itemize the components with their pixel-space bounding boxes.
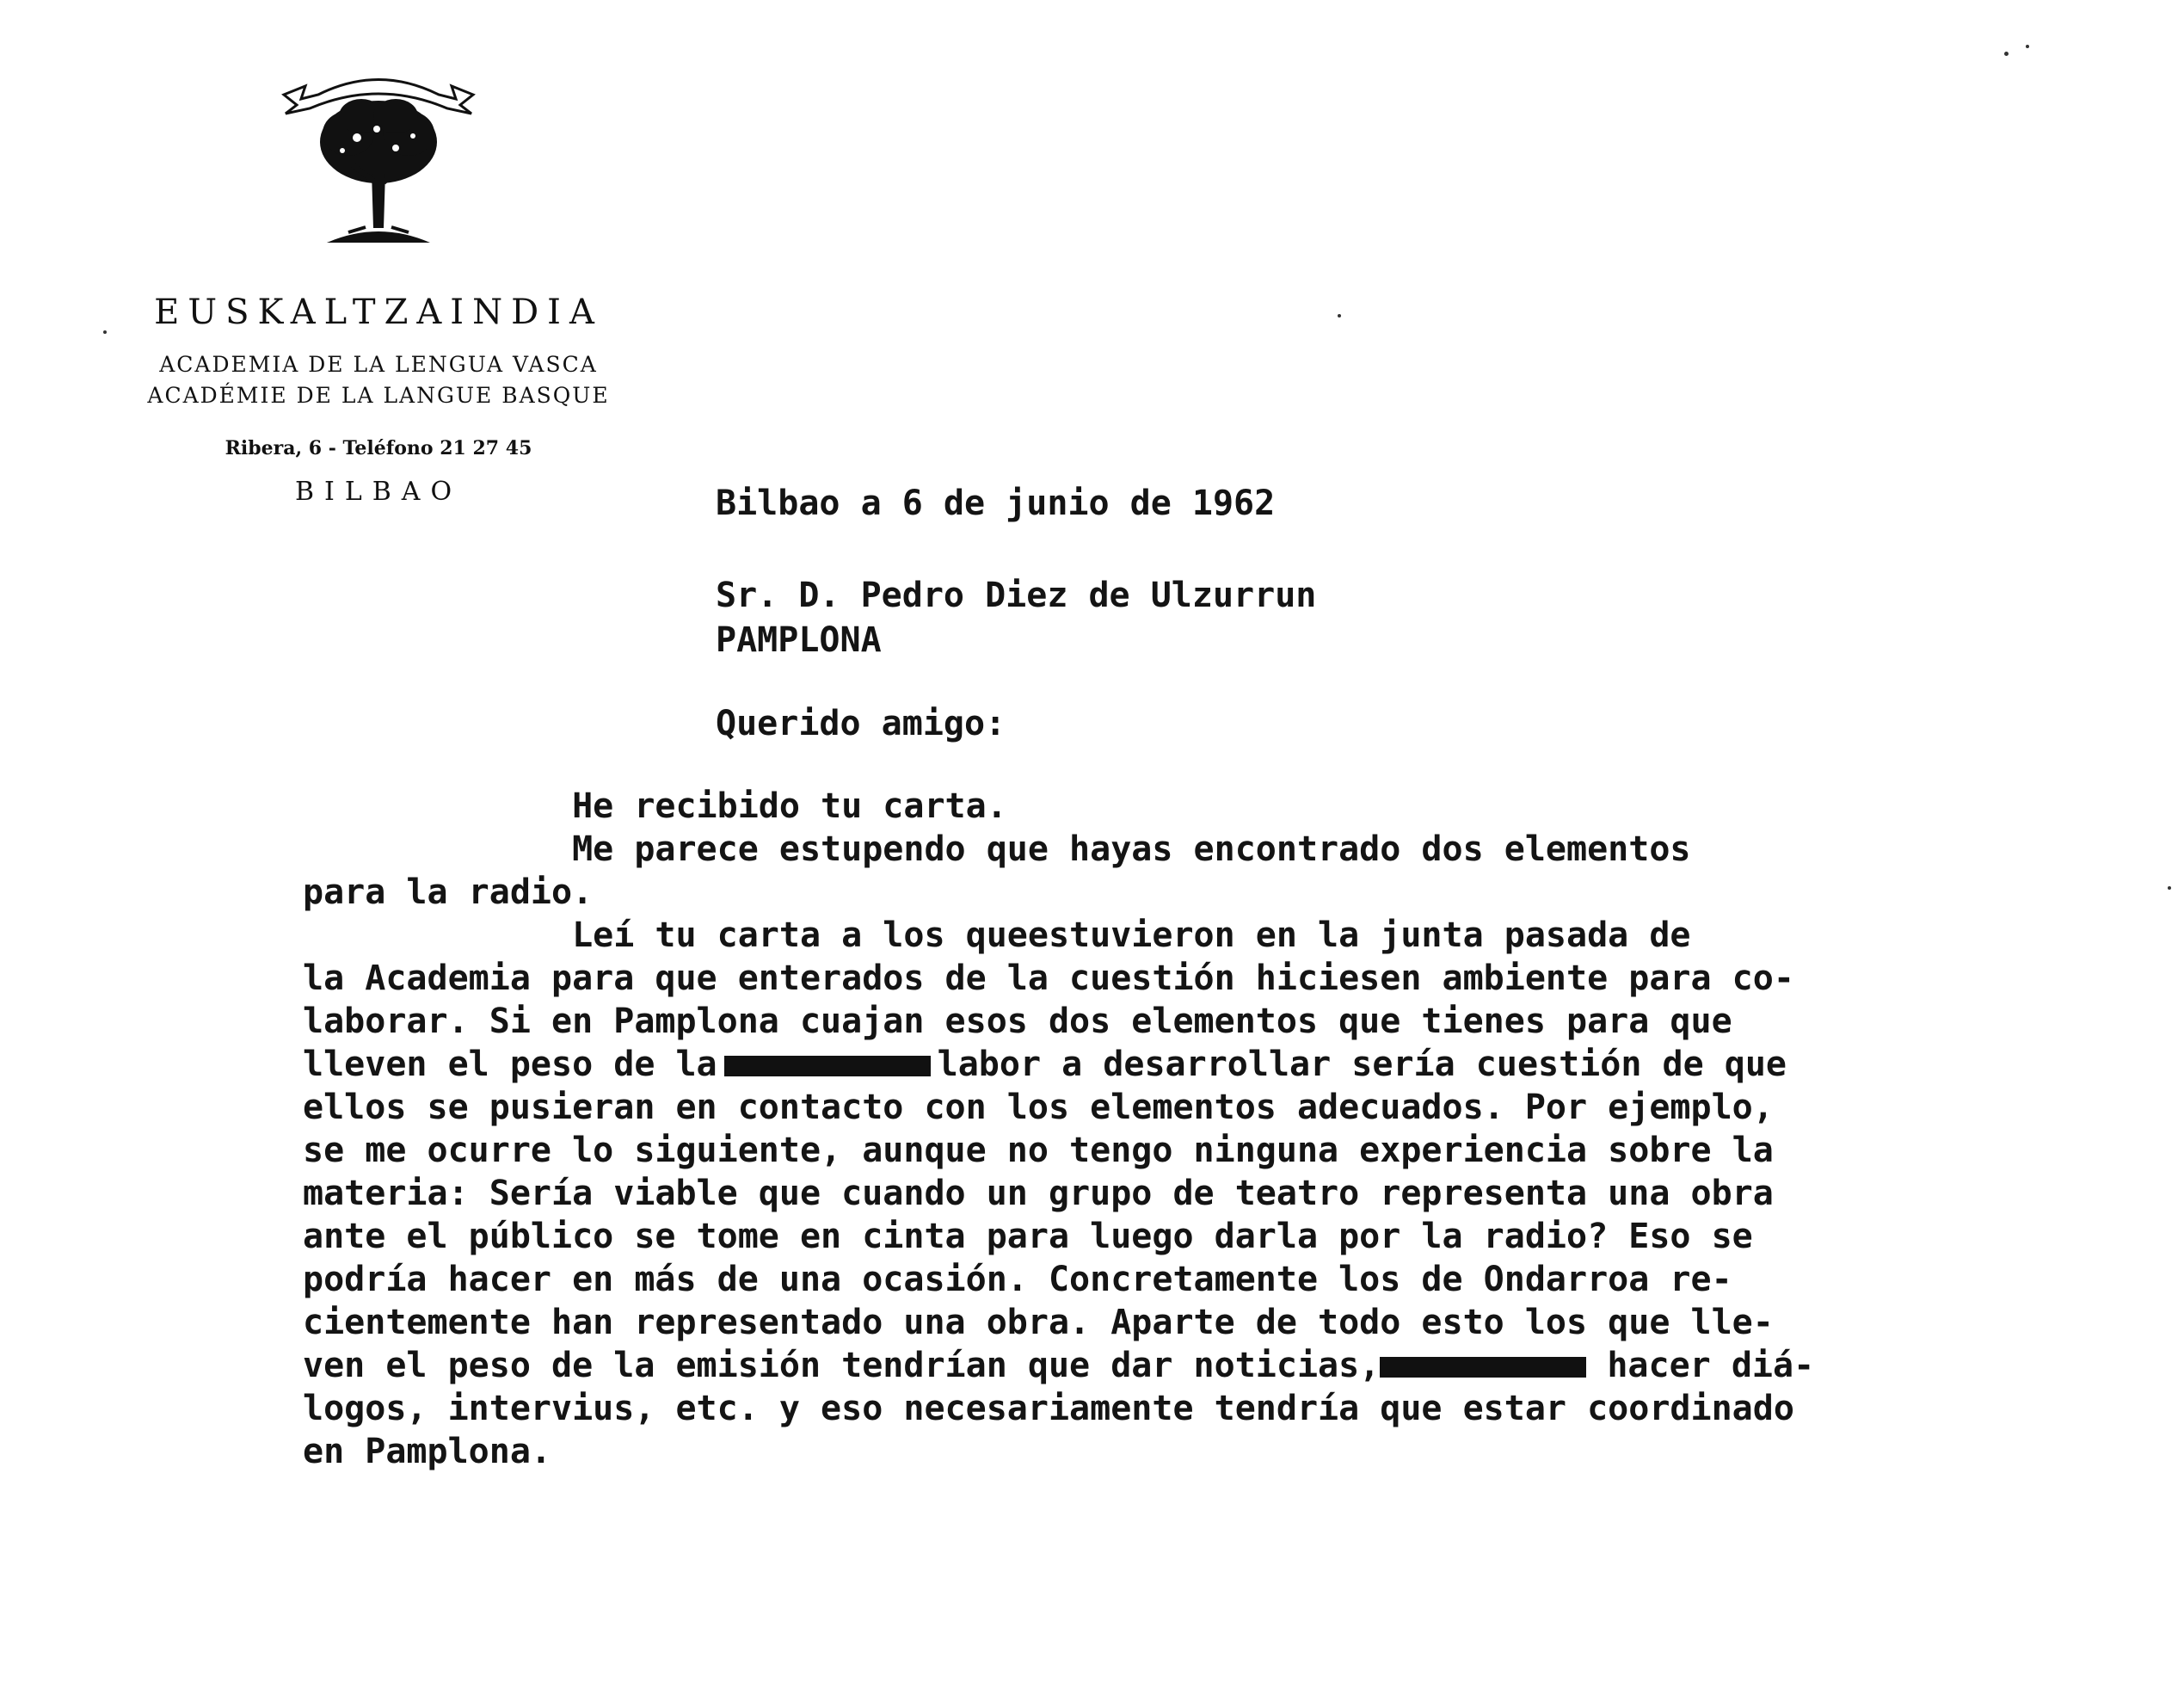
paper-speck [103,330,107,334]
body-line: materia: Sería viable que cuando un grupo de teatro representa una obra [303,1174,1774,1213]
struck-out-word [724,1056,931,1076]
recipient-city: PAMPLONA [716,620,882,660]
recipient-block [716,573,1316,663]
letter-body [303,785,1814,1473]
letter-date: Bilbao a 6 de junio de 1962 [716,484,1276,523]
body-line: ante el público se tome en cinta para luego darla por la radio? Eso se [303,1217,1753,1256]
body-line: se me ocurre lo siguiente, aunque no tengo ninguna experiencia sobre la [303,1131,1774,1170]
body-line: la Academia para que enterados de la cuestión hiciesen ambiente para co- [303,959,1794,998]
tree-emblem-icon [267,52,490,258]
letter-salutation: Querido amigo: [716,704,1006,743]
body-line: cientemente han representado una obra. Aparte de todo esto los que lle- [303,1303,1774,1342]
paper-speck [2004,52,2009,56]
academy-subtitle-french: ACADÉMIE DE LA LANGUE BASQUE [147,383,610,408]
body-line: He recibido tu carta. [303,786,1007,826]
letterhead [120,52,637,507]
academy-address: Ribera, 6 - Teléfono 21 27 45 [225,437,532,459]
academy-city: BILBAO [294,477,463,507]
body-line-segment: lleven el peso de la [303,1045,717,1084]
body-line: podría hacer en más de una ocasión. Concretamente los de Ondarroa re- [303,1260,1732,1299]
body-line: Leí tu carta a los queestuvieron en la junta pasada de [303,915,1691,955]
body-line: para la radio. [303,872,594,912]
struck-out-word [1380,1357,1586,1378]
paper-speck [1338,314,1341,317]
body-line: Me parece estupendo que hayas encontrado dos elementos [303,829,1691,869]
recipient-name: Sr. D. Pedro Diez de Ulzurrun [716,576,1317,615]
paper-speck [2026,45,2029,48]
body-line-with-strikeout [303,1043,1814,1086]
body-line-segment: ven el peso de la emisión tendrían que dar noticias, [303,1346,1381,1385]
academy-subtitle-spanish: ACADEMIA DE LA LENGUA VASCA [159,352,598,377]
body-line: logos, intervius, etc. y eso necesariamente tendría que estar coordinado [303,1389,1794,1428]
body-line-with-strikeout [303,1344,1814,1387]
academy-name: EUSKALTZAINDIA [154,293,603,332]
paper-speck [2168,886,2171,890]
body-line: en Pamplona. [303,1432,551,1471]
body-line-segment: hacer diá- [1586,1346,1815,1385]
body-line: laborar. Si en Pamplona cuajan esos dos elementos que tienes para que [303,1002,1732,1041]
body-line-segment: labor a desarrollar sería cuestión de que [937,1045,1787,1084]
body-line: ellos se pusieran en contacto con los elementos adecuados. Por ejemplo, [303,1088,1774,1127]
